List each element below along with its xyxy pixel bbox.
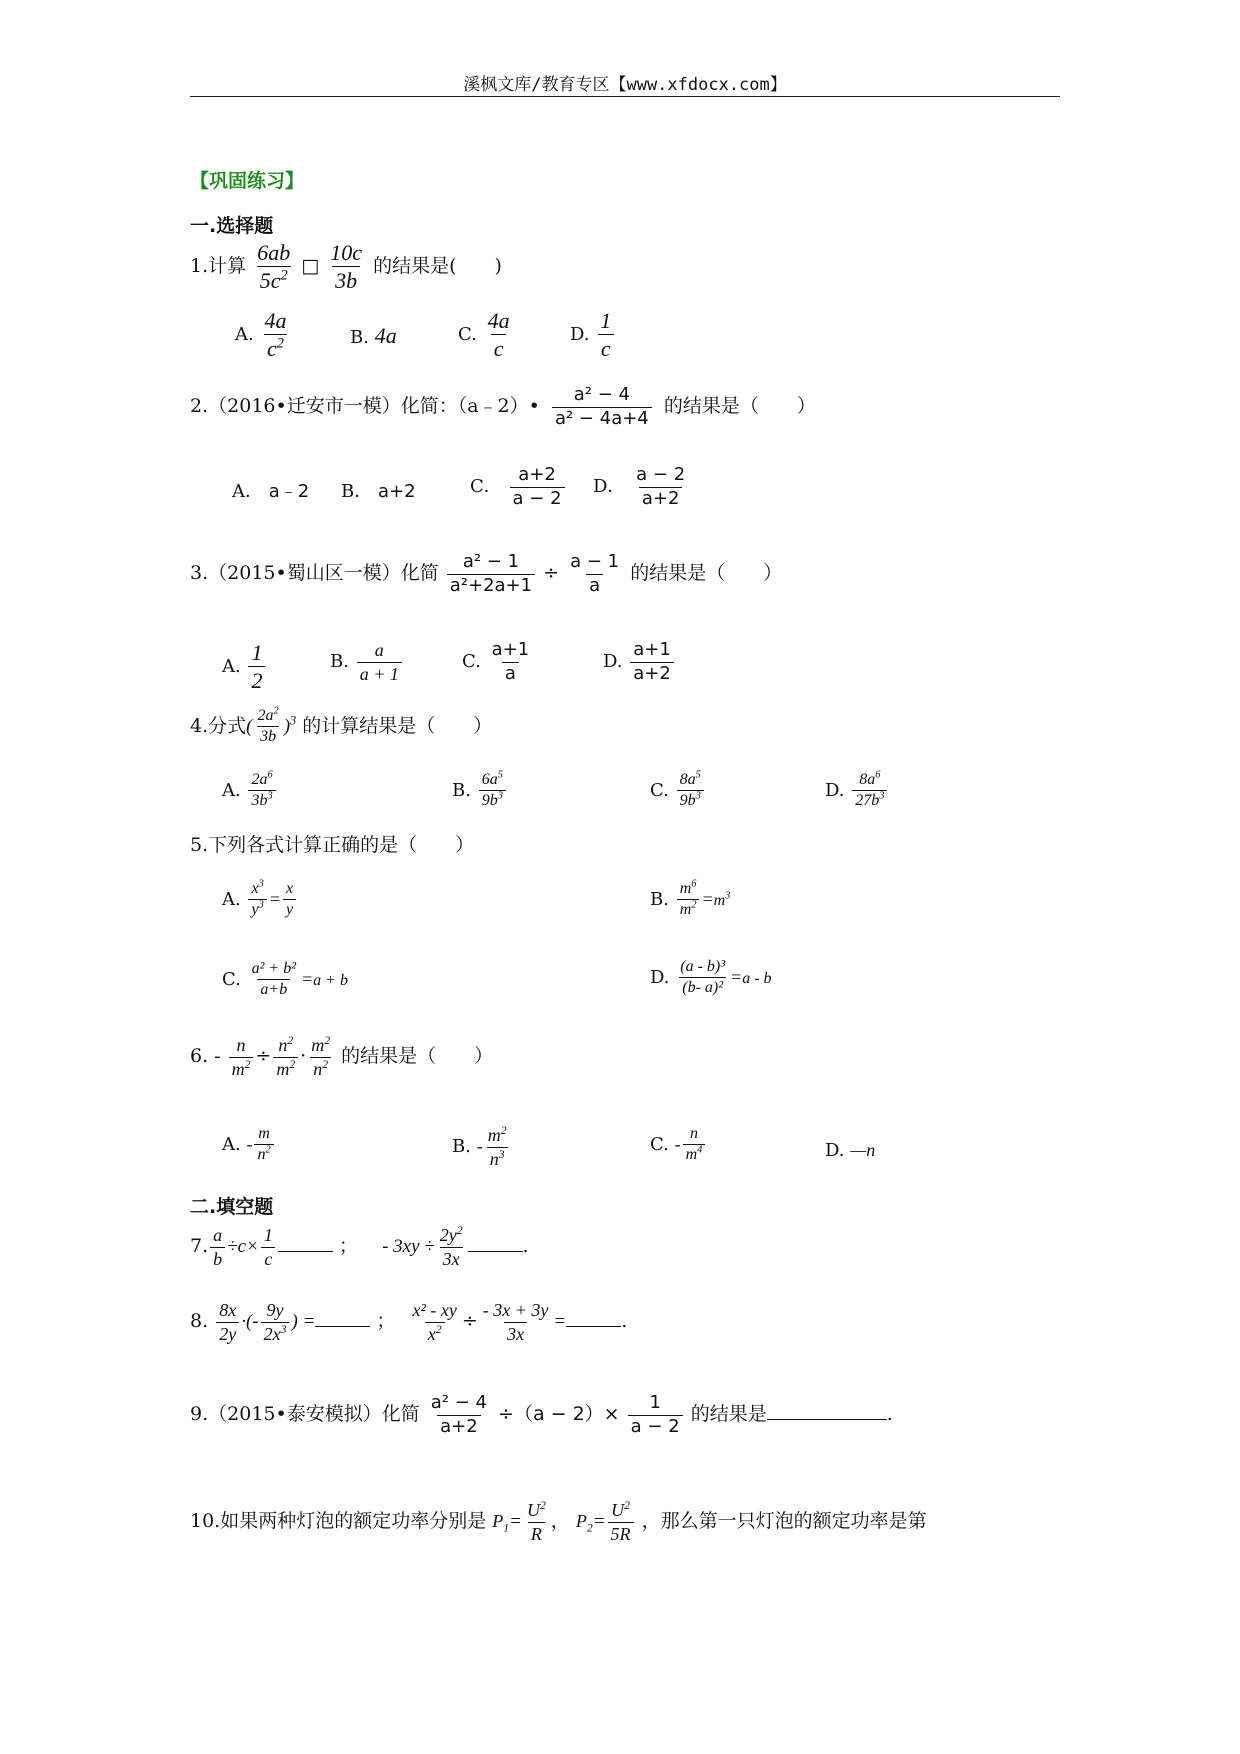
q2-option-d: D． $\frac{a - 2}{a+2}$ bbox=[593, 464, 686, 509]
q6-option-d: D. —n bbox=[825, 1140, 876, 1161]
q3-option-b: B. $\frac{a}{a + 1}$ bbox=[330, 640, 404, 684]
question-2: 2.（2016•迁安市一模）化简：（a﹣2）• $\frac{\text{a² − 4}}{\text{a² − 4a+4}}$ 的结果是（ ） bbox=[190, 384, 816, 429]
section-practice: 【巩固练习】 bbox=[190, 170, 305, 192]
q5-option-c: C. $\frac{\text{a² + b²}}{a+b}$ =a + b bbox=[222, 960, 348, 999]
q3-option-d: D. $\frac{a+1}{a+2}$ bbox=[603, 640, 676, 684]
q5-option-d: D. $\frac{\text{(a - b)³}}{\text{(b- a)²}}$ =a - b bbox=[650, 958, 772, 997]
q1-option-a: A. $\frac{4a}{c^2}$ bbox=[235, 308, 287, 362]
q5-option-b: B. $\frac{m^6}{m^2}$ $=m^3$ bbox=[650, 878, 731, 919]
q7-blank-1[interactable] bbox=[278, 1251, 333, 1252]
question-9: 9.（2015•泰安模拟）化简 $\frac{\text{a² − 4}}{a+2}$ ÷（a − 2）× $\frac{1}{a - 2}$ 的结果是 . bbox=[190, 1392, 893, 1437]
header-rule bbox=[190, 96, 1060, 97]
q5-option-a: A. $\frac{x^3}{y^3}$ = $\frac{x}{y}$ bbox=[222, 880, 298, 920]
question-8: 8. $\frac{8x}{2y}$ ·(- $\frac{9y}{2x^3}$ ) = ； $\frac{\text{x² - xy}}{x^2}$ ÷ $\frac{- 3x + 3y}{3x}$ = . bbox=[190, 1300, 628, 1344]
q8-blank-2[interactable] bbox=[566, 1326, 621, 1327]
question-10: 10.如果两种灯泡的额定功率分别是 $P_1=$ $\frac{U^2}{R}$ ， $P_2=$ $\frac{U^2}{5R}$ ，那么第一只灯泡的额定功率是第 bbox=[190, 1499, 927, 1544]
q8-blank-1[interactable] bbox=[315, 1326, 370, 1327]
question-1: 1.计算 $\frac{6ab}{5c^2}$ □ $\frac{10c}{3b}$ 的结果是( ) bbox=[190, 240, 502, 294]
q1-frac-1: $\frac{6ab}{5c^2}$ bbox=[257, 240, 291, 294]
section-fill: 二.填空题 bbox=[190, 1196, 274, 1218]
q3-option-a: A. $\frac{1}{2}$ bbox=[222, 640, 267, 694]
question-7: 7. $\frac{a}{b}$ ÷c× $\frac{1}{c}$ ； - 3xy ÷ $\frac{2y^2}{3x}$ . bbox=[190, 1224, 529, 1269]
q4-option-d: D. $\frac{8a^6}{27b^3}$ bbox=[825, 771, 889, 811]
q7-blank-2[interactable] bbox=[468, 1251, 523, 1252]
question-5: 5.下列各式计算正确的是（ ） bbox=[190, 834, 475, 856]
q3-frac-1: $\frac{\text{a² − 1}}{\text{a²+2a+1}}$ bbox=[447, 552, 535, 596]
q2-option-a: A． a﹣2 bbox=[232, 481, 310, 502]
q1-option-c: C. $\frac{4a}{c}$ bbox=[458, 308, 510, 362]
q1-option-b: B. 4a bbox=[350, 323, 397, 348]
q4-option-b: B. $\frac{6a^5}{9b^3}$ bbox=[452, 771, 508, 811]
q1-option-d: D. $\frac{1}{c}$ bbox=[570, 308, 616, 362]
q9-blank[interactable] bbox=[767, 1419, 887, 1420]
q4-option-c: C. $\frac{8a^5}{9b^3}$ bbox=[650, 771, 706, 811]
q1-frac-2: $\frac{10c}{3b}$ bbox=[330, 240, 363, 294]
q6-option-a: A. - $\frac{m}{n^2}$ bbox=[222, 1125, 276, 1165]
page-header: 溪枫文库/教育专区【www.xfdocx.com】 bbox=[463, 75, 787, 95]
q6-option-b: B. - $\frac{m^2}{n^3}$ bbox=[452, 1124, 507, 1169]
section-choice: 一.选择题 bbox=[190, 215, 274, 237]
question-4: 4.分式( $\frac{2a^2}{3b}$ )$^3$ 的计算结果是（ ） bbox=[190, 705, 493, 746]
q3-option-c: C. $\frac{a+1}{a}$ bbox=[462, 639, 530, 684]
question-6: 6. - $\frac{n}{m^2}$ ÷ $\frac{n^2}{m^2}$ · $\frac{m^2}{n^2}$ 的结果是（ ） bbox=[190, 1034, 494, 1079]
q2-option-c: C． $\frac{a+2}{a - 2}$ bbox=[470, 465, 567, 509]
q2-option-b: B． a+2 bbox=[341, 481, 416, 502]
q4-option-a: A. $\frac{2a^6}{3b^3}$ bbox=[222, 771, 278, 811]
question-3: 3.（2015•蜀山区一模）化简 $\frac{\text{a² − 1}}{\text{a²+2a+1}}$ ÷ $\frac{a - 1}{a}$ 的结果是（ ） bbox=[190, 551, 783, 596]
q4-frac: $\frac{2a^2}{3b}$ bbox=[257, 705, 279, 746]
q6-option-c: C. - $\frac{n}{m^4}$ bbox=[650, 1125, 707, 1165]
q2-frac: $\frac{\text{a² − 4}}{\text{a² − 4a+4}}$ bbox=[548, 385, 656, 429]
q3-frac-2: $\frac{a - 1}{a}$ bbox=[570, 551, 620, 596]
